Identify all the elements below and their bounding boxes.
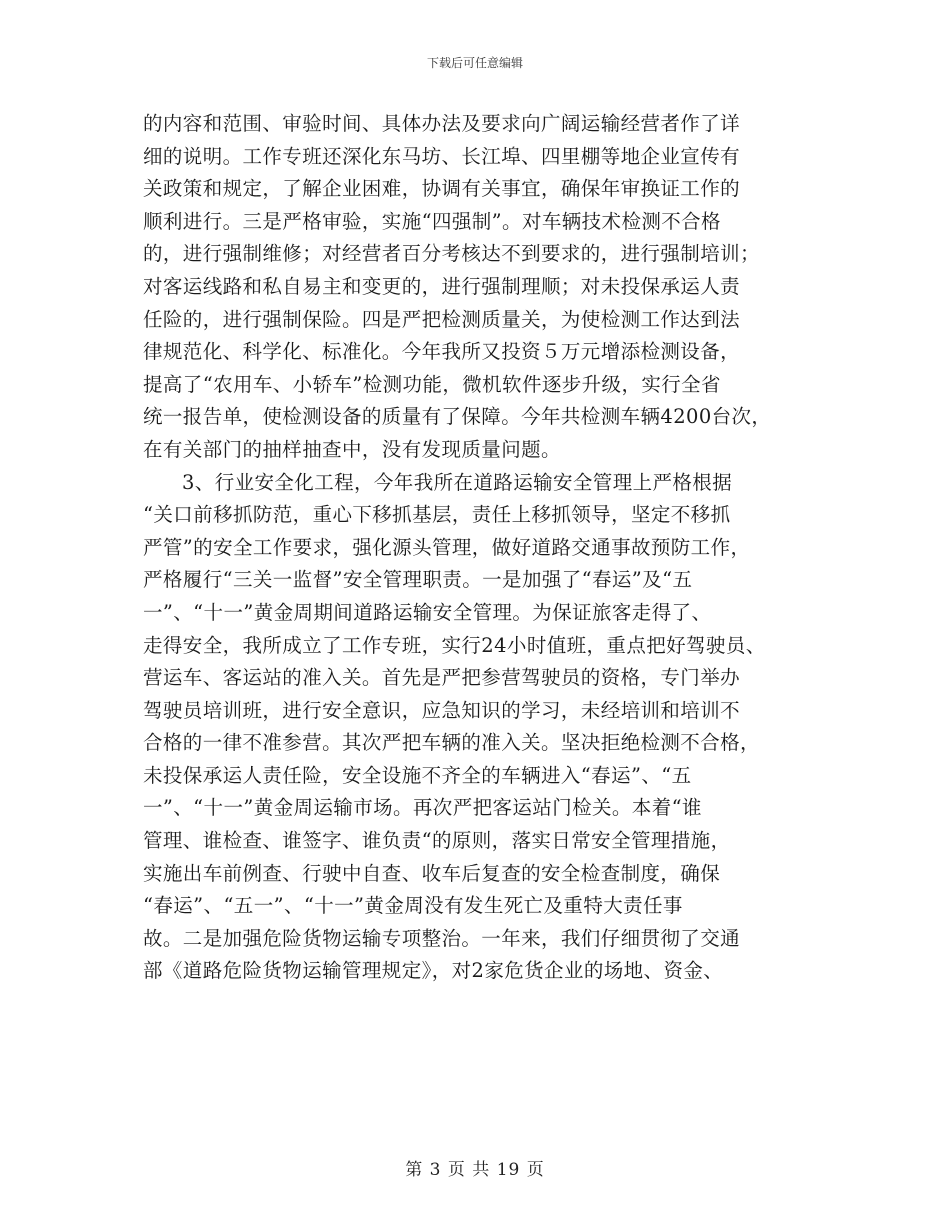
body-line: 一”、“十一”黄金周期间道路运输安全管理。为保证旅客走得了、 bbox=[143, 600, 712, 624]
body-line: 顺利进行。三是严格审验，实施“四强制”。对车辆技术检测不合格 bbox=[143, 209, 721, 233]
page-number: 第 3 页 共 19 页 bbox=[405, 1160, 545, 1180]
body-line: 的内容和范围、审验时间、具体办法及要求向广阔运输经营者作了详 bbox=[143, 112, 741, 135]
body-line: 实施出车前例查、行驶中自查、收车后复查的安全检查制度，确保 bbox=[143, 861, 721, 885]
body-line: 驾驶员培训班，进行安全意识，应急知识的学习，未经培训和培训不 bbox=[143, 698, 741, 722]
paragraph-start-line: 3、行业安全化工程，今年我所在道路运输安全管理上严格根据 bbox=[182, 470, 733, 494]
body-line: 营运车、客运站的准入关。首先是严把参营驾驶员的资格，专门举办 bbox=[143, 666, 741, 690]
body-line: 对客运线路和私自易主和变更的，进行强制理顺；对未投保承运人责 bbox=[143, 274, 741, 298]
body-line: 严管”的安全工作要求，强化源头管理，做好道路交通事故预防工作， bbox=[143, 535, 751, 559]
body-line: 管理、谁检查、谁签字、谁负责“的原则，落实日常安全管理措施， bbox=[143, 829, 731, 853]
body-line: 的，进行强制维修；对经营者百分考核达不到要求的，进行强制培训； bbox=[143, 242, 760, 266]
body-line: 任险的，进行强制保险。四是严把检测质量关，为使检测工作达到法 bbox=[143, 307, 741, 331]
body-line: 细的说明。工作专班还深化东马坊、长江埠、四里棚等地企业宣传有 bbox=[143, 144, 741, 168]
body-line: 部《道路危险货物运输管理规定》，对2家危货企业的场地、资金、 bbox=[143, 959, 724, 983]
body-line: 统一报告单，使检测设备的质量有了保障。今年共检测车辆4200台次， bbox=[143, 405, 772, 429]
body-line: 提高了“农用车、小轿车”检测功能，微机软件逐步升级，实行全省 bbox=[143, 372, 721, 396]
body-line: “春运”、“五一”、“十一”黄金周没有发生死亡及重特大责任事 bbox=[143, 894, 683, 918]
body-line: 严格履行“三关一监督”安全管理职责。一是加强了“春运”及“五 bbox=[143, 568, 693, 592]
body-line: 关政策和规定，了解企业困难，协调有关事宜，确保年审换证工作的 bbox=[143, 177, 741, 201]
page-header-note: 下载后可任意编辑 bbox=[426, 56, 523, 70]
body-line: “关口前移抓防范，重心下移抓基层，责任上移抓领导，坚定不移抓 bbox=[143, 503, 731, 527]
body-line: 未投保承运人责任险，安全设施不齐全的车辆进入“春运”、“五 bbox=[143, 763, 692, 787]
body-line: 律规范化、科学化、标准化。今年我所又投资５万元增添检测设备， bbox=[143, 340, 741, 364]
body-line: 故。二是加强危险货物运输专项整治。一年来，我们仔细贯彻了交通 bbox=[143, 926, 741, 950]
body-line: 走得安全，我所成立了工作专班，实行24小时值班，重点把好驾驶员、 bbox=[143, 633, 766, 657]
document-body bbox=[143, 108, 823, 988]
body-line: 合格的一律不准参营。其次严把车辆的准入关。坚决拒绝检测不合格， bbox=[143, 731, 760, 755]
body-line: 一”、“十一”黄金周运输市场。再次严把客运站门检关。本着“谁 bbox=[143, 796, 702, 820]
body-line: 在有关部门的抽样抽查中，没有发现质量问题。 bbox=[143, 437, 561, 461]
